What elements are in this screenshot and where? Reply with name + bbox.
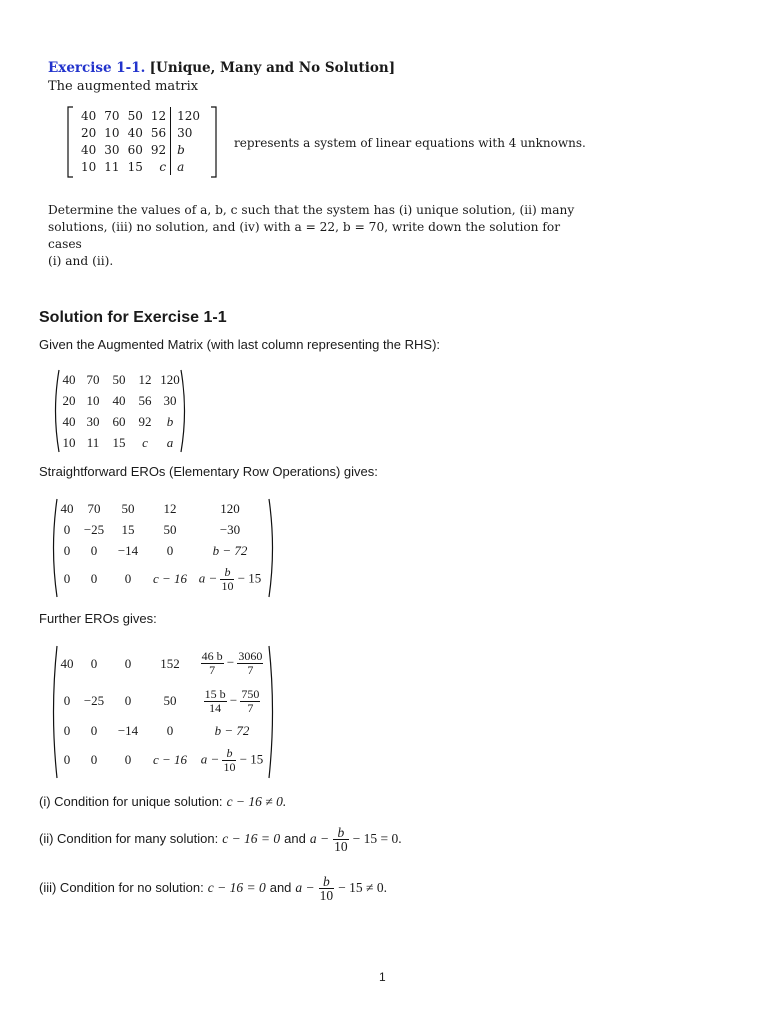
solution-title: Solution for Exercise 1-1 xyxy=(39,309,227,326)
page-number: 1 xyxy=(379,970,386,984)
matrix-cell: −14 xyxy=(117,723,139,738)
solution-matrix-1 xyxy=(52,369,188,453)
matrix-cell: 0 xyxy=(166,723,174,738)
matrix-cell: 50 xyxy=(127,108,143,123)
matrix-cell: 20 xyxy=(81,125,97,140)
fraction-denominator: 10 xyxy=(319,888,334,903)
fraction xyxy=(333,826,349,853)
fraction xyxy=(220,566,234,593)
matrix-cell: 0 xyxy=(90,752,98,767)
exercise-question xyxy=(48,202,578,270)
matrix-cell: 40 xyxy=(62,413,76,429)
math-term: a − xyxy=(295,880,315,896)
matrix-cell-rhs xyxy=(194,742,270,778)
condition-unique xyxy=(39,793,286,811)
math-term: a − xyxy=(200,750,220,766)
matrix-1-table xyxy=(58,369,182,453)
condition-none-label: (iii) Condition for no solution: xyxy=(39,880,204,896)
condition-many xyxy=(39,826,402,853)
matrix-row xyxy=(77,158,204,175)
matrix-cell: 70 xyxy=(86,371,100,387)
matrix-cell: c − 16 xyxy=(152,752,188,767)
matrix-cell: 11 xyxy=(104,159,120,174)
fraction xyxy=(201,650,224,677)
matrix-cell: 0 xyxy=(63,542,71,558)
matrix-cell: 11 xyxy=(86,434,100,450)
matrix-cell: 0 xyxy=(124,693,132,708)
minus-sign: − xyxy=(226,654,235,670)
math-term: − 15 xyxy=(237,569,262,585)
solution-ero-text: Straightforward EROs (Elementary Row Operations) gives: xyxy=(39,464,378,479)
matrix-cell: 0 xyxy=(124,752,132,767)
math-term: a − xyxy=(198,569,218,585)
matrix-cell: b xyxy=(166,413,174,429)
fraction-denominator: 7 xyxy=(209,663,216,677)
fraction xyxy=(237,650,263,677)
matrix-cell: 120 xyxy=(171,107,204,124)
condition-none xyxy=(39,875,387,902)
fraction-denominator: 10 xyxy=(223,759,236,774)
fraction-numerator: b xyxy=(220,566,234,580)
exercise-augmented-matrix xyxy=(67,106,217,178)
matrix-cell: 40 xyxy=(62,371,76,387)
matrix-cell: 0 xyxy=(63,521,71,537)
fraction-denominator: 7 xyxy=(247,700,254,715)
matrix-row xyxy=(77,107,204,124)
matrix-cell: c xyxy=(159,159,167,174)
matrix-cell: 40 xyxy=(60,500,74,516)
matrix-3-table xyxy=(56,645,270,778)
matrix-cell: 15 xyxy=(121,521,135,537)
condition-unique-label: (i) Condition for unique solution: xyxy=(39,794,223,809)
condition-none-math: c − 16 = 0 xyxy=(207,880,266,896)
matrix-cell: −25 xyxy=(83,693,105,708)
matrix-cell: 120 xyxy=(220,500,240,516)
fraction-numerator: 46 b xyxy=(201,649,223,663)
matrix-cell: 0 xyxy=(63,723,71,738)
matrix-cell: 30 xyxy=(171,124,204,141)
matrix-cell: 12 xyxy=(150,108,167,123)
matrix-cell: 56 xyxy=(150,125,167,140)
exercise-matrix-table xyxy=(77,107,204,175)
matrix-cell: 50 xyxy=(163,693,177,708)
fraction xyxy=(222,747,236,774)
matrix-row xyxy=(77,124,204,141)
matrix-cell: 60 xyxy=(127,142,143,157)
fraction xyxy=(204,688,227,715)
math-term: − 15 xyxy=(239,750,264,766)
solution-given-text: Given the Augmented Matrix (with last column representing the RHS): xyxy=(39,337,441,352)
exercise-represents-text: represents a system of linear equations with 4 unknowns. xyxy=(234,136,586,150)
fraction-numerator: 3060 xyxy=(238,649,263,663)
matrix-cell: 15 xyxy=(112,434,126,450)
matrix-cell: 50 xyxy=(163,521,177,537)
matrix-cell: 120 xyxy=(160,371,180,387)
condition-unique-math: c − 16 ≠ 0. xyxy=(226,794,287,809)
matrix-cell: 10 xyxy=(86,392,100,408)
fraction xyxy=(240,688,260,715)
exercise-question-line: Determine the values of a, b, c such that the system has (i) unique solution, (ii) many xyxy=(48,203,575,217)
fraction-denominator: 7 xyxy=(247,663,254,677)
matrix-cell: 40 xyxy=(81,108,97,123)
matrix-cell: 12 xyxy=(138,371,152,387)
matrix-cell: 30 xyxy=(163,392,177,408)
matrix-cell: 0 xyxy=(63,693,71,708)
matrix-cell: 10 xyxy=(104,125,120,140)
matrix-cell: 40 xyxy=(112,392,126,408)
matrix-cell: 30 xyxy=(104,142,120,157)
fraction-numerator: b xyxy=(222,747,236,761)
matrix-cell: 56 xyxy=(138,392,152,408)
matrix-cell: −14 xyxy=(117,542,139,558)
fraction-numerator: b xyxy=(319,875,335,889)
matrix-cell: 40 xyxy=(60,655,74,671)
minus-sign: − xyxy=(229,691,238,707)
matrix-cell: 40 xyxy=(81,142,97,157)
solution-further-text: Further EROs gives: xyxy=(39,611,157,626)
exercise-question-line: solutions, (iii) no solution, and (iv) with a = 22, b = 70, write down the solution for cases xyxy=(48,220,561,251)
matrix-cell: 92 xyxy=(138,413,152,429)
matrix-cell: 0 xyxy=(90,723,98,738)
matrix-cell: 15 xyxy=(127,159,143,174)
fraction-numerator: b xyxy=(333,826,349,840)
exercise-topic: [Unique, Many and No Solution] xyxy=(149,60,396,76)
matrix-cell: 0 xyxy=(63,752,71,767)
condition-many-and: and xyxy=(284,831,306,847)
matrix-cell: 70 xyxy=(87,500,101,516)
matrix-cell: 92 xyxy=(150,142,167,157)
math-term: a − xyxy=(309,831,330,847)
matrix-cell: a xyxy=(171,158,204,175)
matrix-cell: 0 xyxy=(124,571,132,586)
matrix-cell: 0 xyxy=(90,542,98,558)
matrix-cell: 10 xyxy=(62,434,76,450)
fraction-numerator: 15 b xyxy=(204,686,226,701)
matrix-cell-rhs xyxy=(194,645,270,682)
math-term: − 15 ≠ 0. xyxy=(338,880,387,896)
matrix-cell: c xyxy=(142,434,148,450)
matrix-cell: b xyxy=(171,141,204,158)
exercise-heading xyxy=(48,60,395,76)
matrix-cell: 10 xyxy=(81,159,97,174)
matrix-cell: 40 xyxy=(127,125,143,140)
condition-many-math: c − 16 = 0 xyxy=(222,831,281,847)
condition-many-label: (ii) Condition for many solution: xyxy=(39,831,219,847)
exercise-question-line: (i) and (ii). xyxy=(48,254,114,268)
matrix-cell-rhs xyxy=(194,561,266,597)
matrix-cell: 20 xyxy=(62,392,76,408)
matrix-cell: 0 xyxy=(90,655,98,671)
matrix-cell: b − 72 xyxy=(214,723,250,738)
matrix-cell: 0 xyxy=(124,655,132,671)
matrix-cell: a xyxy=(166,434,174,450)
math-term: − 15 = 0. xyxy=(352,831,402,847)
matrix-cell: 50 xyxy=(112,371,126,387)
matrix-cell: −25 xyxy=(83,521,105,537)
matrix-cell: 152 xyxy=(160,655,180,671)
fraction-denominator: 14 xyxy=(209,700,222,715)
exercise-label: Exercise 1-1. xyxy=(48,60,146,76)
matrix-cell: c − 16 xyxy=(152,571,188,586)
fraction xyxy=(319,875,335,902)
fraction-denominator: 10 xyxy=(334,839,348,854)
solution-matrix-3 xyxy=(50,645,276,779)
matrix-cell: 60 xyxy=(112,413,126,429)
matrix-2-table xyxy=(56,498,266,597)
matrix-row xyxy=(77,141,204,158)
matrix-cell: 0 xyxy=(166,542,174,558)
matrix-cell: 70 xyxy=(104,108,120,123)
matrix-cell: 50 xyxy=(121,500,135,516)
fraction-numerator: 750 xyxy=(241,686,260,701)
matrix-cell: 12 xyxy=(163,500,177,516)
matrix-cell: 0 xyxy=(90,571,98,586)
condition-none-and: and xyxy=(269,880,292,896)
fraction-denominator: 10 xyxy=(221,578,234,593)
matrix-cell: 0 xyxy=(63,571,71,586)
matrix-cell: 30 xyxy=(86,413,100,429)
matrix-cell: b − 72 xyxy=(212,542,248,558)
exercise-intro: The augmented matrix xyxy=(48,79,199,94)
matrix-cell: −30 xyxy=(219,521,241,537)
solution-matrix-2 xyxy=(50,498,276,598)
matrix-cell-rhs xyxy=(194,682,270,720)
